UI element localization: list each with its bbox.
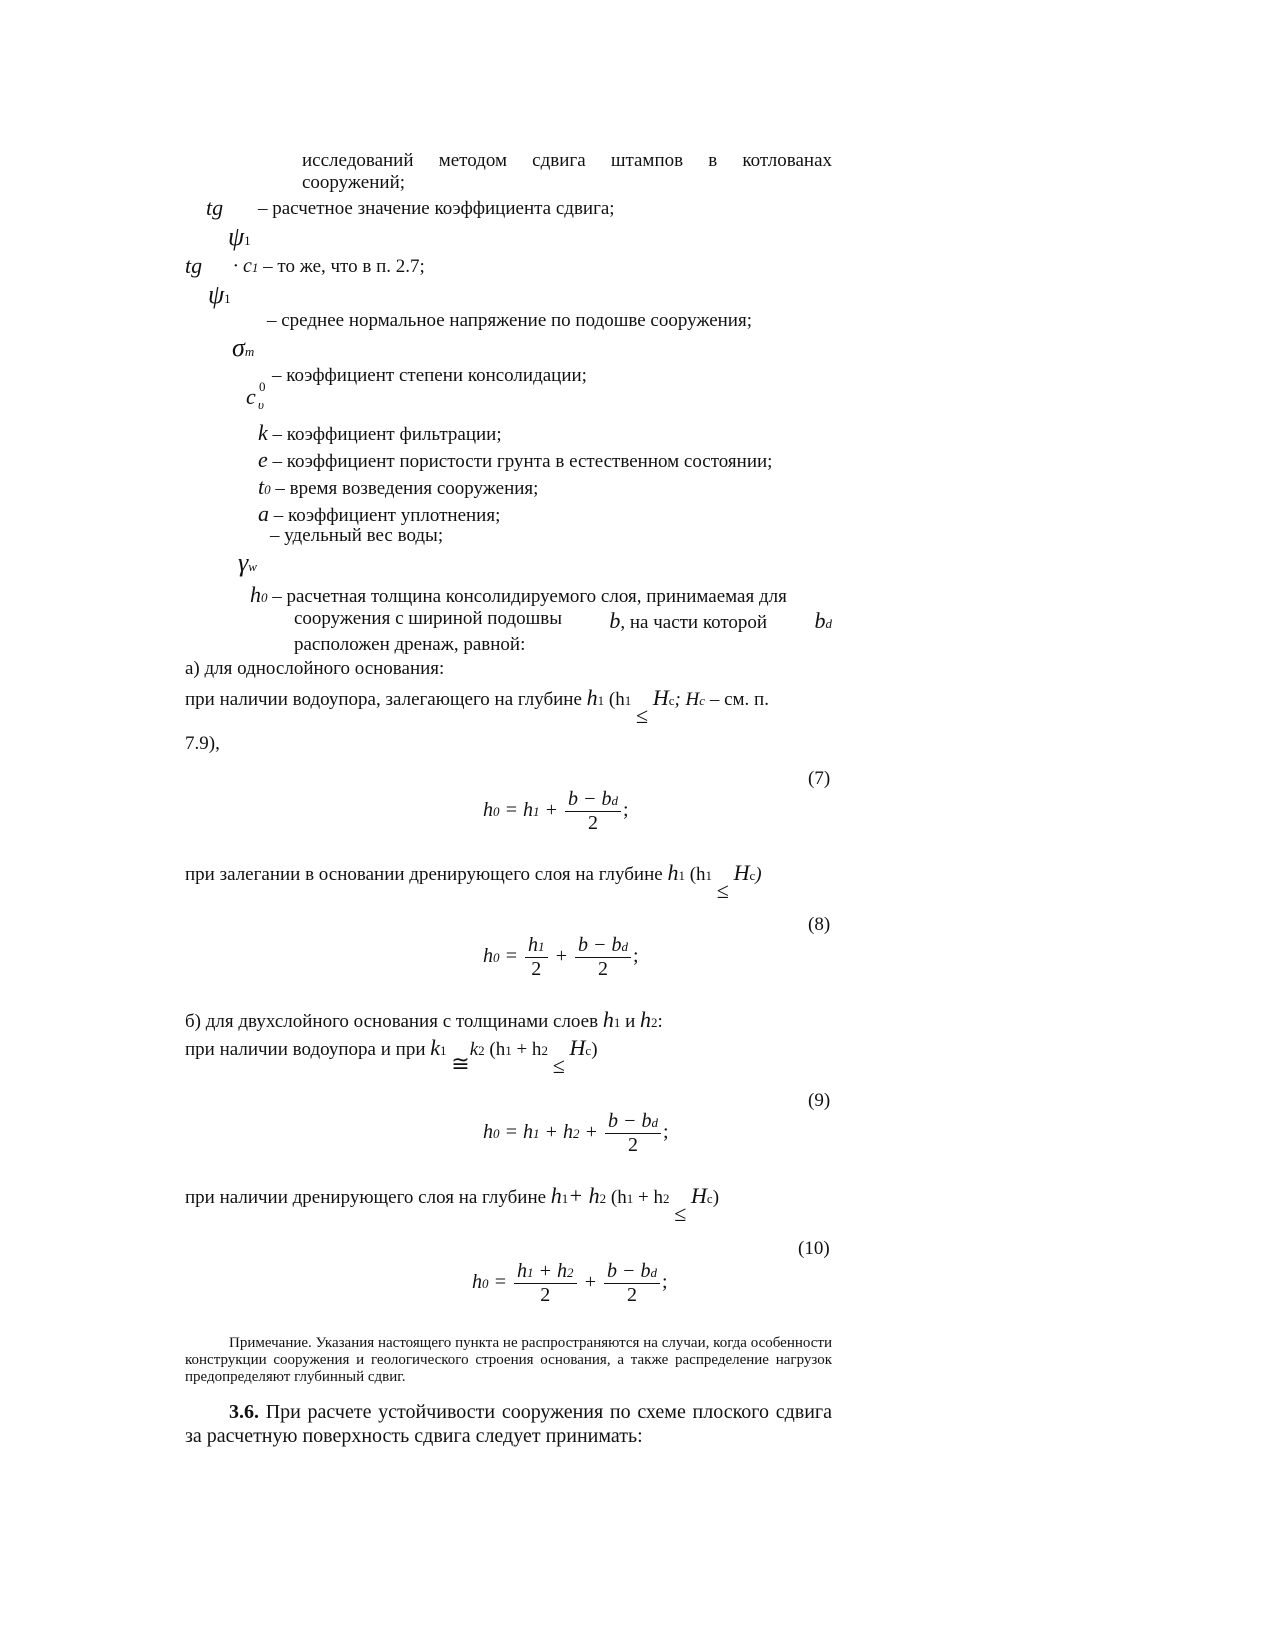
section-a-condition: при наличии водоупора, залегающего на глубине h1 (h1 ≤ Hc; Hc – см. п. — [185, 685, 769, 728]
text-line-11b: сооружения с шириной подошвы b, на части которой bd — [294, 608, 832, 633]
symbol-tg-psi1: tg — [206, 195, 224, 220]
note-paragraph: Примечание. Указания настоящего пункта не распространяются на случаи, когда особенности конструкции сооружения и геологического строения основания, а также распределение нагрузок предопределяют глубинный сдвиг. — [185, 1335, 832, 1385]
symbol-gamma-w: γw — [238, 548, 257, 577]
drain-layer-condition: при залегании в основании дренирующего слоя на глубине h1 (h1 ≤ Hc) — [185, 860, 762, 903]
symbol-psi1: ψ1 — [228, 222, 251, 251]
section-a-condition-2: 7.9), — [185, 733, 220, 754]
section-b-heading: б) для двухслойного основания с толщинами слоев h1 и h2: — [185, 1007, 663, 1032]
text-line-11c: расположен дренаж, равной: — [294, 634, 526, 655]
text-line-6: k – коэффициент фильтрации; — [258, 420, 502, 445]
drain-layer-two-layer-condition: при наличии дренирующего слоя на глубине h1+ h2 (h1 + h2 ≤ Hc) — [185, 1183, 720, 1226]
equation-10: h0 = $\frac{h1 + h2}{2}$ + $\frac{b - bd}{2}$ ; — [472, 1260, 668, 1306]
symbol-sigma-m: σm — [232, 333, 255, 362]
equation-7-number: (7) — [808, 768, 831, 789]
section-a-heading: а) для однослойного основания: — [185, 658, 445, 679]
equation-7: h0 = h1 + $\frac{b - bd}{2}$ ; — [483, 788, 629, 834]
text-line-10: – удельный вес воды; — [270, 525, 444, 546]
text-line-4: – среднее нормальное напряжение по подошве сооружения; — [267, 310, 752, 331]
equation-8-number: (8) — [808, 914, 831, 935]
symbol-cv0: c 0 υ — [246, 379, 266, 412]
text-line-7: e – коэффициент пористости грунта в естественном состоянии; — [258, 447, 773, 472]
text-line-8: t0 – время возведения сооружения; — [258, 474, 539, 499]
equation-9-number: (9) — [808, 1090, 831, 1111]
text-line-3: · c1 – то же, что в п. 2.7; — [233, 255, 425, 277]
text-line-2: – расчетное значение коэффициента сдвига; — [258, 198, 615, 219]
equation-10-number: (10) — [798, 1238, 830, 1259]
text-line-11a: h0 – расчетная толщина консолидируемого слоя, принимаемая для — [250, 582, 787, 607]
equation-8: h0 = $\frac{h1}{2}$ + $\frac{b - bd}{2}$ ; — [483, 934, 639, 980]
paragraph-3-6: 3.6. При расчете устойчивости сооружения по схеме плоского сдвига за расчетную поверхность сдвига следует принимать: — [185, 1401, 832, 1447]
equation-9: h0 = h1 + h2 + $\frac{b - bd}{2}$ ; — [483, 1110, 669, 1156]
text-line-1: исследований методом сдвига штампов в котлованах сооружений; — [302, 150, 832, 193]
section-b-condition: при наличии водоупора и при k1 ≅k2 (h1 + h2 ≤ Hc) — [185, 1035, 598, 1078]
symbol-tg-2: tg — [185, 253, 203, 278]
paragraph-number: 3.6. — [229, 1401, 259, 1423]
symbol-psi1-2: ψ1 — [208, 280, 231, 309]
text-line-9: a – коэффициент уплотнения; — [258, 501, 501, 526]
text-line-5: – коэффициент степени консолидации; — [272, 365, 587, 386]
